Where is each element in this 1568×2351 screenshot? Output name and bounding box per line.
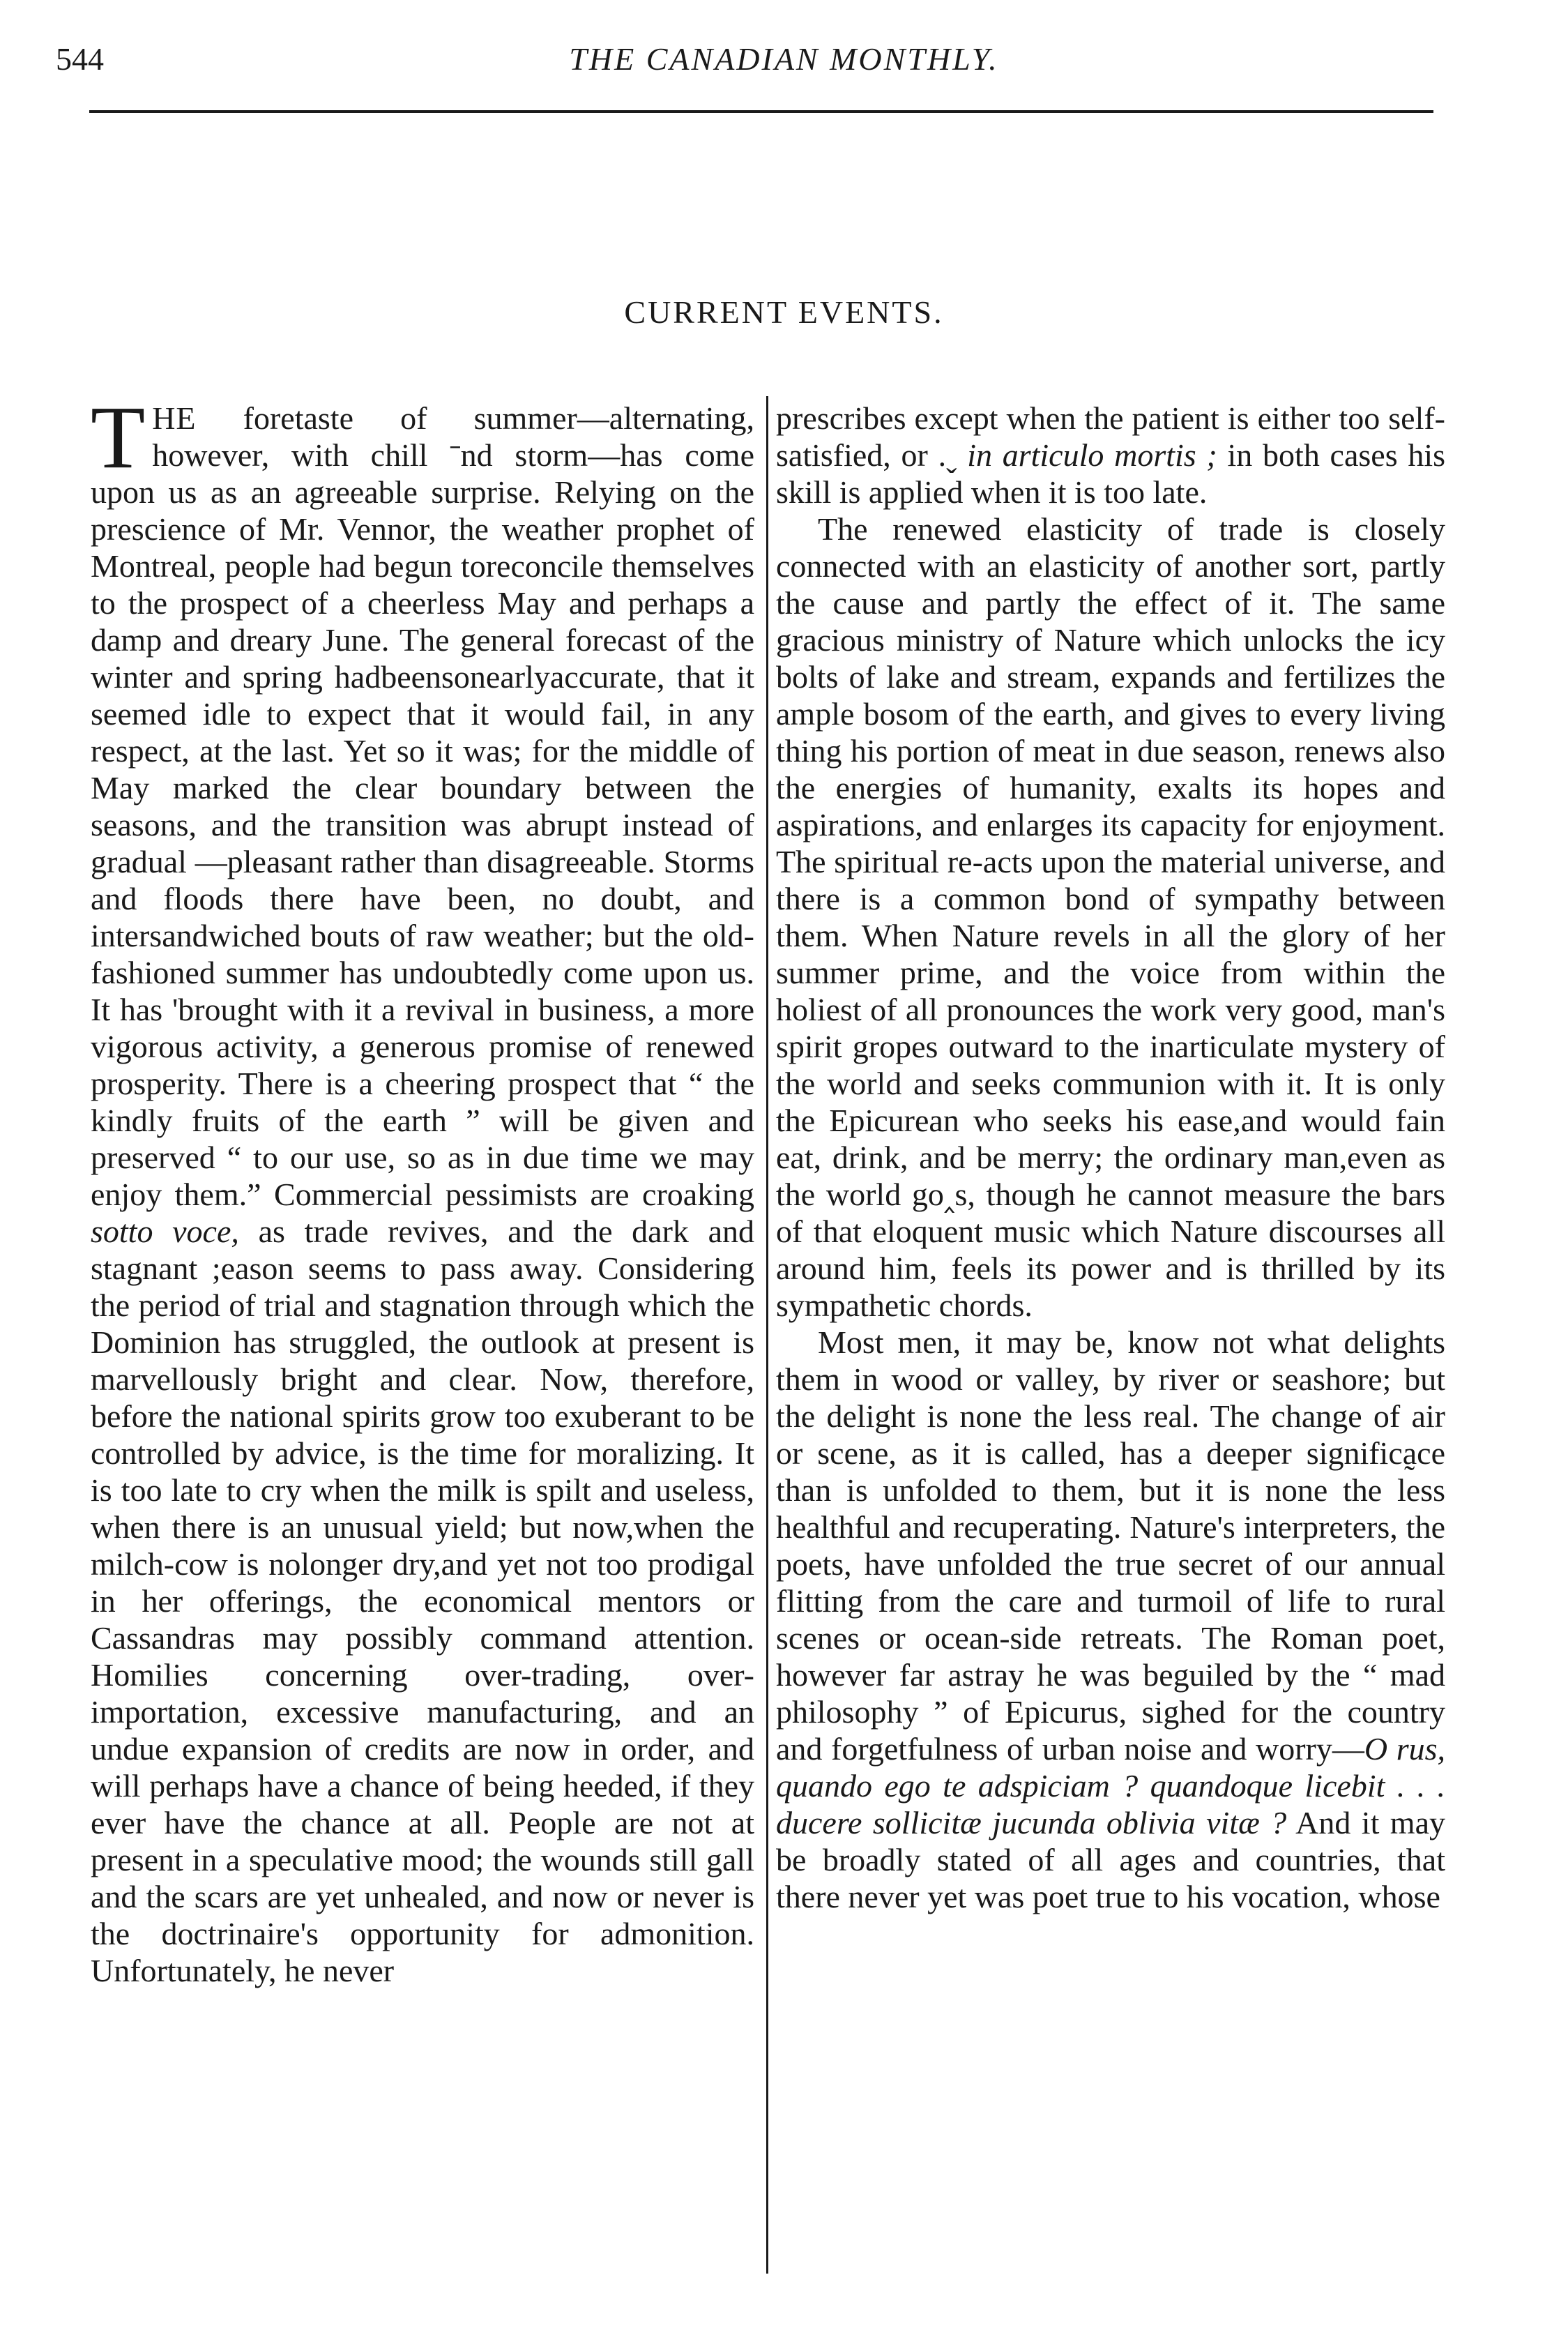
paragraph-opening	[91, 388, 754, 1989]
paragraph-trade-elasticity: The renewed elasticity of trade is closely connected with an elasticity of another sort, partly the cause and partly the effect of it. The same gracious ministry of Nature which unlocks the icy bolts of lake and stream, expands and fertilizes the ample bosom of the earth, and gives to every living thing his portion of meat in due season, renews also the energies of humanity, exalts its hopes and aspirations, and enlarges its capacity for enjoyment. The spiritual re-acts upon the material universe, and there is a common bond of sympathy between them. When Nature revels in all the glory of her summer prime, and the voice from within the holiest of all pronounces the work very good, man's spirit gropes outward to the inarticulate mystery of the world and seeks communion with it. It is only the Epicurean who seeks his ease,and would fain eat, drink, and be merry; the ordinary man,even as the world go‸s, though he cannot measure the bars of that eloquent music which Nature discourses all around him, feels its power and is thrilled by its sympathetic chords.	[776, 511, 1445, 1323]
continuation-text-end: in both cases his skill is applied when it is too late.	[776, 437, 1446, 510]
left-column	[91, 388, 754, 1989]
latin-quotation: O rus, quando ego te adspiciam ? quandoque licebit . . . ducere sollicitæ jucunda oblivia vitæ ?	[776, 1731, 1445, 1840]
paragraph-continuation	[776, 400, 1445, 511]
running-title: THE CANADIAN MONTHLY.	[569, 41, 999, 77]
paragraph-text-tail: as trade revives, and the dark and stagnant ;eason seems to pass away. Considering the period of trial and stagnation through which the Dominion has struggled, the outlook at present is marvellously bright and clear. Now, therefore, before the national spirits grow too exuberant to be controlled by advice, is the time for moralizing. It is too late to cry when the milk is spilt and useless, when there is an unusual yield; but now,when the milch-cow is nolonger dry,and yet not too prodigal in her offerings, the economical mentors or Cassandras may possibly command attention. Homilies concerning over-trading, over-importation, excessive manufacturing, and an undue expansion of credits are now in order, and will perhaps have a chance of being heeded, if they ever have the chance at all. People are not at present in a speculative mood; the wounds still gall and the scars are yet unhealed, and now or never is the doctrinaire's opportunity for admonition. Unfortunately, he never	[91, 1214, 754, 1988]
section-title: CURRENT EVENTS.	[624, 294, 944, 330]
header-rule	[89, 110, 1433, 113]
drop-cap: T	[91, 388, 146, 487]
italic-phrase-latin: in articulo mortis ;	[967, 437, 1217, 473]
paragraph-text: foretaste of summer—alternating, however, with chill ˉnd storm—has come upon us as an agreeable surprise. Relying on the prescience of Mr. Vennor, the weather prophet of Montreal, people had begun toreconcile themselves to the prospect of a cheerless May and perhaps a damp and dreary June. The general forecast of the winter and spring hadbeensonearlyaccurate, that it seemed idle to expect that it would fail, in any respect, at the last. Yet so it was; for the middle of May marked the clear boundary between the seasons, and the transition was abrupt instead of gradual —pleasant rather than disagreeable. Storms and floods there have been, no doubt, and intersandwiched bouts of raw weather; but the old-fashioned summer has undoubtedly come upon us. It has 'brought with it a revival in business, a more vigorous activity, a generous promise of renewed prosperity. There is a cheering prospect that “ the kindly fruits of the earth ” will be given and preserved “ to our use, so as in due time we may enjoy them.” Commercial pessimists are croaking	[91, 400, 754, 1212]
page-number: 544	[56, 41, 104, 77]
paragraph-text-tail: And it may be broadly stated of all ages and countries, that there never yet was poet true to his vocation, whose	[776, 1805, 1445, 1914]
paragraph-delights	[776, 1324, 1445, 1915]
right-column	[776, 400, 1445, 1915]
column-divider	[766, 396, 768, 2274]
italic-phrase: sotto voce,	[91, 1214, 239, 1249]
lead-in-small-caps: HE	[152, 400, 197, 436]
continuation-text-start: prescribes except when the patient is either too self-satisfied, or	[776, 400, 1445, 473]
paragraph-text: Most men, it may be, know not what delights them in wood or valley, by river or seashore; but the delight is none the less real. The change of air or scene, as it is called, has a deeper significa̰ce than is unfolded to them, but it is none the less healthful and recuperating. Nature's interpreters, the poets, have unfolded the true secret of our annual flitting from the care and turmoil of life to rural scenes or ocean-side retreats. The Roman poet, however far astray he was beguiled by the “ mad philosophy ” of Epicurus, sighed for the country and forgetfulness of urban noise and worry—	[776, 1324, 1445, 1767]
continuation-print-mark: .ˬ	[938, 437, 957, 473]
